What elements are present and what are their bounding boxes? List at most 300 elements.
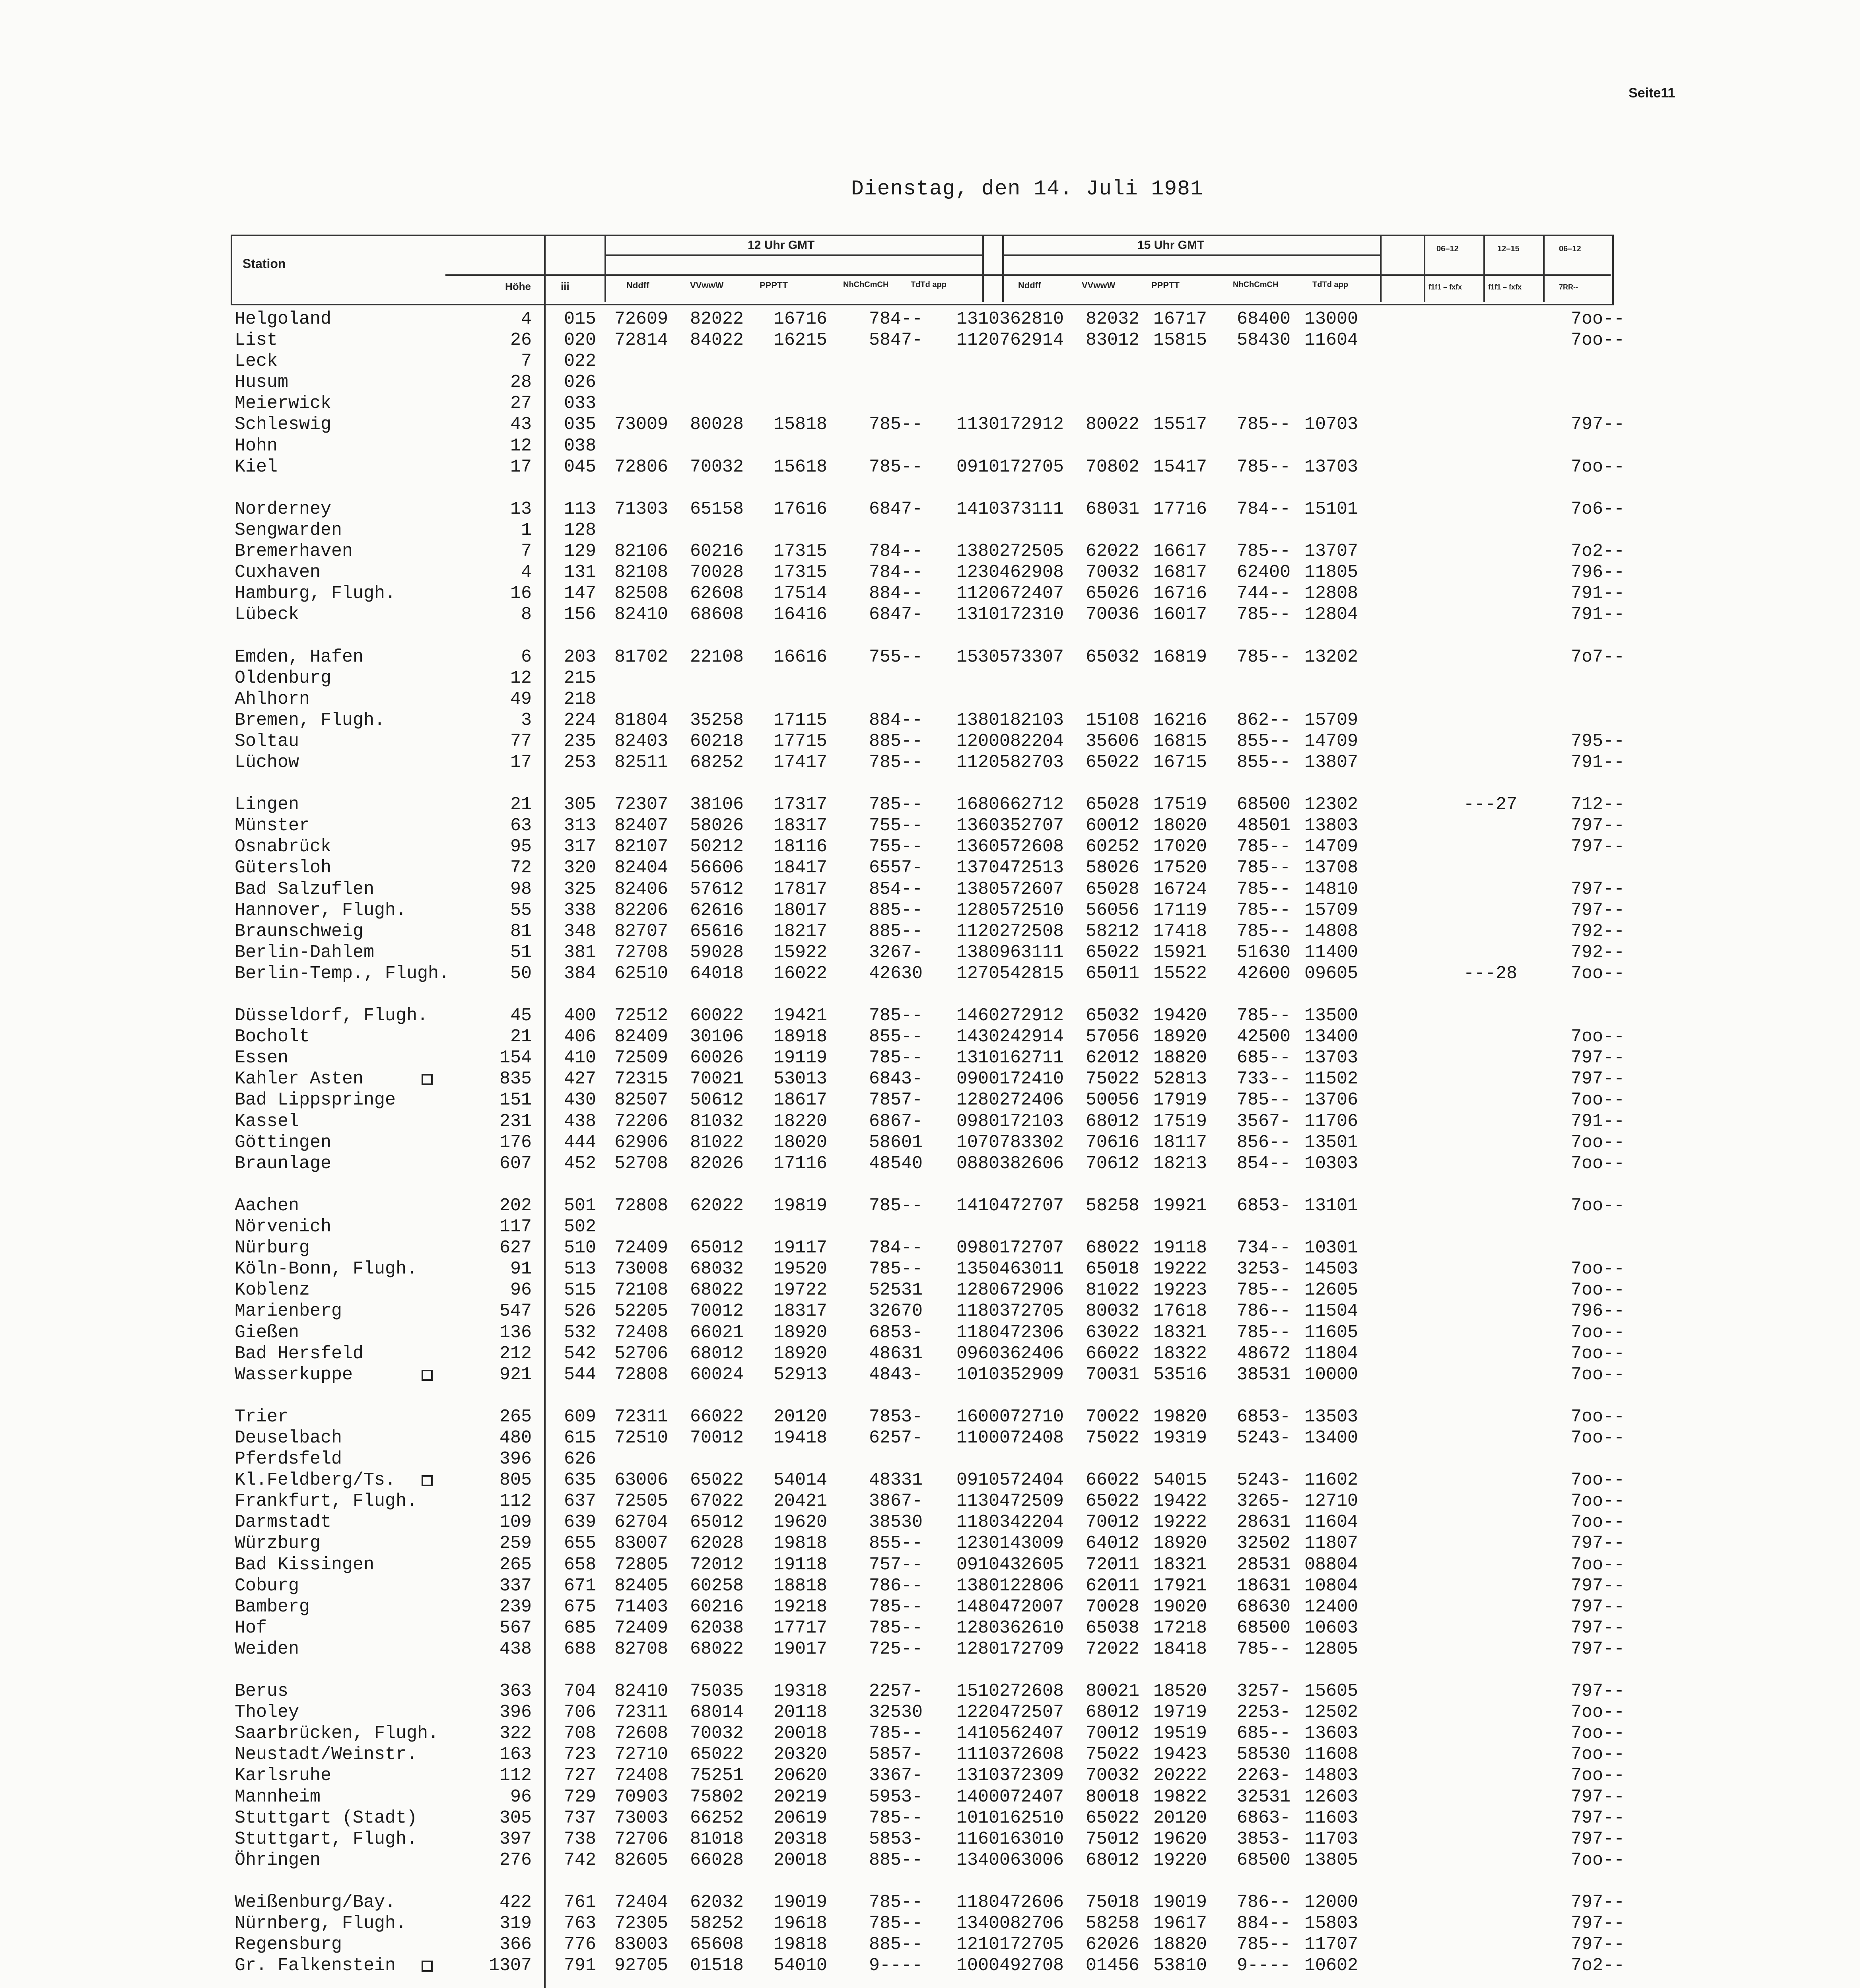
spacer-row — [0, 773, 1860, 794]
precip-code: 7o2-- — [1571, 541, 1625, 562]
station-number: 218 — [564, 689, 597, 709]
station-name: Lingen — [235, 794, 299, 815]
obs-group: 884-- — [869, 583, 923, 604]
obs-group: 82103 — [1010, 710, 1064, 730]
obs-group: 52913 — [774, 1364, 828, 1385]
obs-group: 17020 — [1153, 837, 1207, 857]
obs-group: 35258 — [690, 710, 744, 730]
station-number: 400 — [564, 1006, 597, 1026]
obs-group: 6557- — [869, 858, 923, 878]
station-height: 50 — [510, 963, 532, 984]
obs-group: 62022 — [690, 1195, 744, 1216]
obs-group: 12805 — [956, 900, 1011, 920]
obs-group: 19019 — [1153, 1892, 1207, 1913]
obs-group: 13704 — [956, 858, 1011, 878]
obs-group: 48540 — [869, 1153, 923, 1174]
obs-group: 71303 — [614, 499, 669, 519]
obs-group: 14105 — [956, 1723, 1011, 1744]
obs-group: 82032 — [1086, 309, 1140, 329]
station-number: 729 — [564, 1786, 597, 1807]
station-height: 337 — [499, 1575, 532, 1596]
station-name: Neustadt/Weinstr. — [235, 1744, 418, 1765]
station-name: Gießen — [235, 1322, 299, 1343]
precip-code: 7oo-- — [1571, 456, 1625, 477]
station-number: 338 — [564, 900, 597, 920]
obs-group: 18920 — [774, 1322, 828, 1343]
header-extra-3-sub: 7RR-- — [1559, 283, 1578, 291]
table-row — [0, 1913, 1860, 1934]
obs-group: 12302 — [1304, 794, 1359, 815]
obs-group: 48501 — [1237, 815, 1291, 836]
obs-group: 70612 — [1086, 1153, 1140, 1174]
obs-group: 17418 — [1153, 921, 1207, 942]
table-row — [0, 731, 1860, 752]
obs-group: 92705 — [614, 1955, 669, 1976]
obs-group: 62407 — [1010, 1723, 1064, 1744]
precip-code: 7oo-- — [1571, 1364, 1625, 1385]
obs-group: 35606 — [1086, 731, 1140, 751]
precip-code: 797-- — [1571, 1639, 1625, 1659]
station-height: 212 — [499, 1343, 532, 1364]
obs-group: 72708 — [614, 942, 669, 963]
obs-group: 13703 — [1304, 1048, 1359, 1068]
header-station: Station — [243, 256, 286, 271]
obs-group: 66021 — [690, 1322, 744, 1343]
station-height: 239 — [499, 1596, 532, 1617]
station-height: 27 — [510, 393, 532, 414]
precip-code: 7oo-- — [1571, 1850, 1625, 1870]
obs-group: 17519 — [1153, 794, 1207, 815]
obs-group: 63022 — [1086, 1322, 1140, 1343]
obs-group: 72409 — [614, 1617, 669, 1638]
station-number: 444 — [564, 1132, 597, 1153]
obs-group: 14709 — [1304, 731, 1359, 751]
obs-group: 18920 — [774, 1343, 828, 1364]
station-number: 723 — [564, 1744, 597, 1765]
obs-group: 6853- — [1237, 1195, 1291, 1216]
obs-group: 13801 — [956, 1575, 1011, 1596]
station-height: 17 — [510, 752, 532, 773]
obs-group: 53516 — [1153, 1364, 1207, 1385]
obs-group: 50612 — [690, 1090, 744, 1110]
table-row — [0, 1491, 1860, 1512]
obs-group: 20620 — [774, 1765, 828, 1786]
obs-group: 72608 — [1010, 1681, 1064, 1702]
precip-code: 795-- — [1571, 731, 1625, 751]
obs-group: 70012 — [1086, 1512, 1140, 1533]
station-height: 96 — [510, 1786, 532, 1807]
station-number: 615 — [564, 1427, 597, 1448]
obs-group: 72007 — [1010, 1596, 1064, 1617]
obs-group: 82410 — [614, 604, 669, 625]
obs-group: 62704 — [614, 1512, 669, 1533]
precip-code: 797-- — [1571, 1892, 1625, 1913]
obs-group: 19223 — [1153, 1280, 1207, 1301]
station-number: 224 — [564, 710, 597, 730]
obs-group: 72407 — [1010, 1786, 1064, 1807]
obs-group: 52708 — [614, 1153, 669, 1174]
obs-group: 17315 — [774, 541, 828, 562]
obs-group: 785-- — [1237, 837, 1291, 857]
station-height: 28 — [510, 372, 532, 393]
obs-group: 80018 — [1086, 1786, 1140, 1807]
table-row — [0, 1617, 1860, 1639]
obs-group: 18321 — [1153, 1554, 1207, 1575]
obs-group: 18317 — [774, 815, 828, 836]
station-name: Saarbrücken, Flugh. — [235, 1723, 439, 1744]
precip-code: 797-- — [1571, 1829, 1625, 1849]
obs-group: 15709 — [1304, 900, 1359, 920]
obs-group: 70032 — [690, 456, 744, 477]
obs-group: 19222 — [1153, 1259, 1207, 1279]
table-row — [0, 309, 1860, 330]
obs-group: 17618 — [1153, 1301, 1207, 1322]
precip-code: 797-- — [1571, 1048, 1625, 1068]
obs-group: 13805 — [1304, 1850, 1359, 1870]
obs-group: 11703 — [1304, 1829, 1359, 1849]
obs-group: 72311 — [614, 1702, 669, 1723]
obs-group: 19819 — [774, 1195, 828, 1216]
obs-group: 3267- — [869, 942, 923, 963]
obs-group: 17116 — [774, 1153, 828, 1174]
station-height: 55 — [510, 900, 532, 920]
obs-group: 785-- — [1237, 1006, 1291, 1026]
station-name: Norderney — [235, 499, 332, 519]
obs-group: 16715 — [1153, 752, 1207, 773]
obs-group: 855-- — [869, 1533, 923, 1554]
obs-group: 13603 — [1304, 1723, 1359, 1744]
station-number: 763 — [564, 1913, 597, 1934]
station-height: 8 — [521, 604, 532, 625]
obs-group: 15605 — [1304, 1681, 1359, 1702]
table-row — [0, 752, 1860, 773]
obs-group: 72505 — [1010, 541, 1064, 562]
obs-group: 82407 — [614, 815, 669, 836]
station-height: 154 — [499, 1048, 532, 1068]
obs-group: 13504 — [956, 1259, 1011, 1279]
header-15-uhr: 15 Uhr GMT — [1137, 239, 1205, 252]
precip-code: 797-- — [1571, 1934, 1625, 1955]
station-height: 921 — [499, 1364, 532, 1385]
obs-group: 58252 — [690, 1913, 744, 1934]
obs-group: 18020 — [774, 1132, 828, 1153]
station-number: 035 — [564, 414, 597, 435]
station-height: 17 — [510, 456, 532, 477]
station-name: Husum — [235, 372, 289, 393]
obs-group: 72408 — [614, 1765, 669, 1786]
station-name: Lübeck — [235, 604, 299, 625]
station-height: 117 — [499, 1217, 532, 1237]
obs-group: 65032 — [1086, 1006, 1140, 1026]
obs-group: 92708 — [1010, 1955, 1064, 1976]
table-row — [0, 414, 1860, 435]
obs-group: 12502 — [1304, 1702, 1359, 1723]
obs-group: 13101 — [956, 604, 1011, 625]
station-name: Essen — [235, 1048, 289, 1068]
obs-group: 42500 — [1237, 1027, 1291, 1047]
obs-group: 785-- — [1237, 921, 1291, 942]
obs-group: 11207 — [956, 330, 1011, 351]
obs-group: 18920 — [1153, 1533, 1207, 1554]
table-row — [0, 1934, 1860, 1955]
obs-group: 20120 — [1153, 1807, 1207, 1828]
obs-group: 7857- — [869, 1090, 923, 1110]
obs-group: 784-- — [869, 541, 923, 562]
obs-group: 18317 — [774, 1301, 828, 1322]
obs-group: 13000 — [1304, 309, 1359, 329]
obs-group: 13400 — [1304, 1427, 1359, 1448]
obs-group: 17616 — [774, 499, 828, 519]
obs-group: 62028 — [690, 1533, 744, 1554]
station-number: 776 — [564, 1934, 597, 1955]
obs-group: 12801 — [956, 1639, 1011, 1659]
obs-group: 785-- — [1237, 456, 1291, 477]
table-row — [0, 1723, 1860, 1744]
table-row — [0, 1470, 1860, 1491]
table-row — [0, 435, 1860, 456]
obs-group: 65616 — [690, 921, 744, 942]
obs-group: 09101 — [956, 456, 1011, 477]
station-height: 396 — [499, 1702, 532, 1723]
table-row — [0, 1427, 1860, 1448]
obs-group: 785-- — [869, 1617, 923, 1638]
obs-group: 14104 — [956, 1195, 1011, 1216]
obs-group: 09104 — [956, 1554, 1011, 1575]
obs-group: 11205 — [956, 752, 1011, 773]
station-height: 91 — [510, 1259, 532, 1279]
obs-group: 785-- — [1237, 1280, 1291, 1301]
station-height: 98 — [510, 879, 532, 899]
station-name: Deuselbach — [235, 1427, 342, 1448]
obs-group: 08803 — [956, 1153, 1011, 1174]
precip-code: 7oo-- — [1571, 1259, 1625, 1279]
obs-group: 22108 — [690, 646, 744, 667]
precip-code: 792-- — [1571, 942, 1625, 963]
obs-group: 58430 — [1237, 330, 1291, 351]
table-row — [0, 1216, 1860, 1237]
obs-group: 42600 — [1237, 963, 1291, 984]
header-frame — [231, 235, 1614, 305]
obs-group: 13103 — [956, 1765, 1011, 1786]
obs-group: 82708 — [614, 1639, 669, 1659]
obs-group: 785-- — [869, 752, 923, 773]
obs-group: 784-- — [869, 562, 923, 583]
obs-group: 17919 — [1153, 1090, 1207, 1110]
station-name: Münster — [235, 815, 310, 836]
station-number: 045 — [564, 456, 597, 477]
obs-group: 10101 — [956, 1807, 1011, 1828]
obs-group: 14503 — [1304, 1259, 1359, 1279]
station-name: Emden, Hafen — [235, 646, 364, 667]
station-name: Gütersloh — [235, 858, 332, 878]
table-row — [0, 1596, 1860, 1617]
obs-group: 785-- — [869, 1596, 923, 1617]
station-number: 526 — [564, 1301, 597, 1322]
station-name: Bad Salzuflen — [235, 879, 375, 899]
obs-group: 15102 — [956, 1681, 1011, 1702]
obs-group: 12204 — [956, 1702, 1011, 1723]
station-name: Kahler Asten — [235, 1069, 364, 1089]
station-height: 112 — [499, 1491, 532, 1512]
station-number: 038 — [564, 435, 597, 456]
obs-group: 19719 — [1153, 1702, 1207, 1723]
station-number: 381 — [564, 942, 597, 963]
obs-group: 73307 — [1010, 646, 1064, 667]
table-row — [0, 1237, 1860, 1258]
obs-group: 14000 — [956, 1786, 1011, 1807]
obs-group: 68022 — [690, 1639, 744, 1659]
table-row — [0, 1343, 1860, 1364]
station-table — [0, 309, 1860, 1988]
obs-group: 19620 — [1153, 1829, 1207, 1849]
station-number: 737 — [564, 1807, 597, 1828]
obs-group: 38106 — [690, 794, 744, 815]
table-row — [0, 1850, 1860, 1871]
obs-group: 17519 — [1153, 1111, 1207, 1132]
obs-group: 62510 — [1010, 1807, 1064, 1828]
obs-group: 885-- — [869, 1934, 923, 1955]
obs-group: 757-- — [869, 1554, 923, 1575]
station-number: 688 — [564, 1639, 597, 1659]
station-name: Bremen, Flugh. — [235, 710, 385, 730]
station-number: 727 — [564, 1765, 597, 1786]
station-height: 81 — [510, 921, 532, 942]
obs-group: 52813 — [1153, 1069, 1207, 1089]
table-row — [0, 1364, 1860, 1385]
obs-group: 18117 — [1153, 1132, 1207, 1153]
obs-group: 58530 — [1237, 1744, 1291, 1765]
obs-group: 5853- — [869, 1829, 923, 1849]
obs-group: 17715 — [774, 731, 828, 751]
obs-group: 16216 — [1153, 710, 1207, 730]
precip-code: 791-- — [1571, 583, 1625, 604]
spacer-row — [0, 1976, 1860, 1988]
obs-group: 72707 — [1010, 1238, 1064, 1258]
spacer-row — [0, 1174, 1860, 1195]
obs-group: 65608 — [690, 1934, 744, 1955]
table-row — [0, 646, 1860, 668]
precip-code: 7oo-- — [1571, 1343, 1625, 1364]
obs-group: 68031 — [1086, 499, 1140, 519]
obs-group: 56056 — [1086, 900, 1140, 920]
obs-group: 11805 — [1304, 562, 1359, 583]
obs-group: 11605 — [1304, 1322, 1359, 1343]
precip-code: 7o7-- — [1571, 646, 1625, 667]
obs-group: 784-- — [869, 309, 923, 329]
obs-group: 13708 — [1304, 858, 1359, 878]
station-height: 4 — [521, 309, 532, 329]
obs-group: 09001 — [956, 1069, 1011, 1089]
obs-group: 75022 — [1086, 1744, 1140, 1765]
obs-group: 12304 — [956, 562, 1011, 583]
obs-group: 72406 — [1010, 1090, 1064, 1110]
obs-group: 62711 — [1010, 1048, 1064, 1068]
station-height: 322 — [499, 1723, 532, 1744]
obs-group: 62810 — [1010, 309, 1064, 329]
spacer-row — [0, 1660, 1860, 1681]
obs-group: 18020 — [1153, 815, 1207, 836]
obs-group: 72808 — [614, 1364, 669, 1385]
station-number: 320 — [564, 858, 597, 878]
obs-group: 13703 — [1304, 456, 1359, 477]
obs-group: 854-- — [869, 879, 923, 899]
station-number: 410 — [564, 1048, 597, 1068]
obs-group: 19220 — [1153, 1850, 1207, 1870]
precip-code: 7oo-- — [1571, 1723, 1625, 1744]
station-name: Berlin-Temp., Flugh. — [235, 963, 450, 984]
obs-group: 19820 — [1153, 1406, 1207, 1427]
station-height: 13 — [510, 499, 532, 519]
obs-group: 785-- — [1237, 1090, 1291, 1110]
station-name: Frankfurt, Flugh. — [235, 1491, 418, 1512]
obs-group: 17520 — [1153, 858, 1207, 878]
obs-group: 20120 — [774, 1406, 828, 1427]
obs-group: 60218 — [690, 731, 744, 751]
obs-group: 13101 — [956, 1048, 1011, 1068]
obs-group: 72311 — [614, 1406, 669, 1427]
obs-group: 72710 — [614, 1744, 669, 1765]
obs-group: 72710 — [1010, 1406, 1064, 1427]
obs-group: 73111 — [1010, 499, 1064, 519]
obs-group: 72505 — [614, 1491, 669, 1512]
obs-group: 72912 — [1010, 414, 1064, 435]
precip-code: 797-- — [1571, 414, 1625, 435]
obs-group: 68022 — [1086, 1238, 1140, 1258]
header-extra-2-sub: f1f1 – fxfx — [1488, 283, 1522, 291]
obs-group: 11803 — [956, 1301, 1011, 1322]
header-extra-3: 06–12 — [1559, 245, 1581, 253]
station-height: 95 — [510, 837, 532, 857]
obs-group: 9---- — [869, 1955, 923, 1976]
obs-group: 5847- — [869, 330, 923, 351]
table-row — [0, 710, 1860, 731]
obs-group: 82703 — [1010, 752, 1064, 773]
obs-group: 82606 — [1010, 1153, 1064, 1174]
obs-group: 13809 — [956, 942, 1011, 963]
obs-group: 10707 — [956, 1132, 1011, 1153]
table-row — [0, 1807, 1860, 1829]
obs-group: 16815 — [1153, 731, 1207, 751]
header-12-uhr: 12 Uhr GMT — [748, 239, 815, 252]
station-number: 704 — [564, 1681, 597, 1702]
obs-group: 19520 — [774, 1259, 828, 1279]
obs-group: 58258 — [1086, 1195, 1140, 1216]
obs-group: 82405 — [614, 1575, 669, 1596]
obs-group: 58212 — [1086, 921, 1140, 942]
obs-group: 82706 — [1010, 1913, 1064, 1934]
obs-group: 15522 — [1153, 963, 1207, 984]
obs-group: 18818 — [774, 1575, 828, 1596]
station-name: Helgoland — [235, 309, 332, 329]
table-row — [0, 1322, 1860, 1343]
obs-group: 64012 — [1086, 1533, 1140, 1554]
obs-group: 785-- — [869, 1807, 923, 1828]
page-number: Seite11 — [1629, 85, 1675, 101]
precip-code: 792-- — [1571, 921, 1625, 942]
obs-group: 70028 — [690, 562, 744, 583]
obs-group: 10004 — [956, 1955, 1011, 1976]
table-row — [0, 815, 1860, 836]
precip-code: 7o6-- — [1571, 499, 1625, 519]
obs-group: 11601 — [956, 1829, 1011, 1849]
obs-group: 20219 — [774, 1786, 828, 1807]
obs-group: 56606 — [690, 858, 744, 878]
obs-group: 10603 — [1304, 1617, 1359, 1638]
obs-group: 785-- — [1237, 604, 1291, 625]
obs-group: 855-- — [1237, 752, 1291, 773]
obs-group: 19421 — [774, 1006, 828, 1026]
obs-group: 18116 — [774, 837, 828, 857]
